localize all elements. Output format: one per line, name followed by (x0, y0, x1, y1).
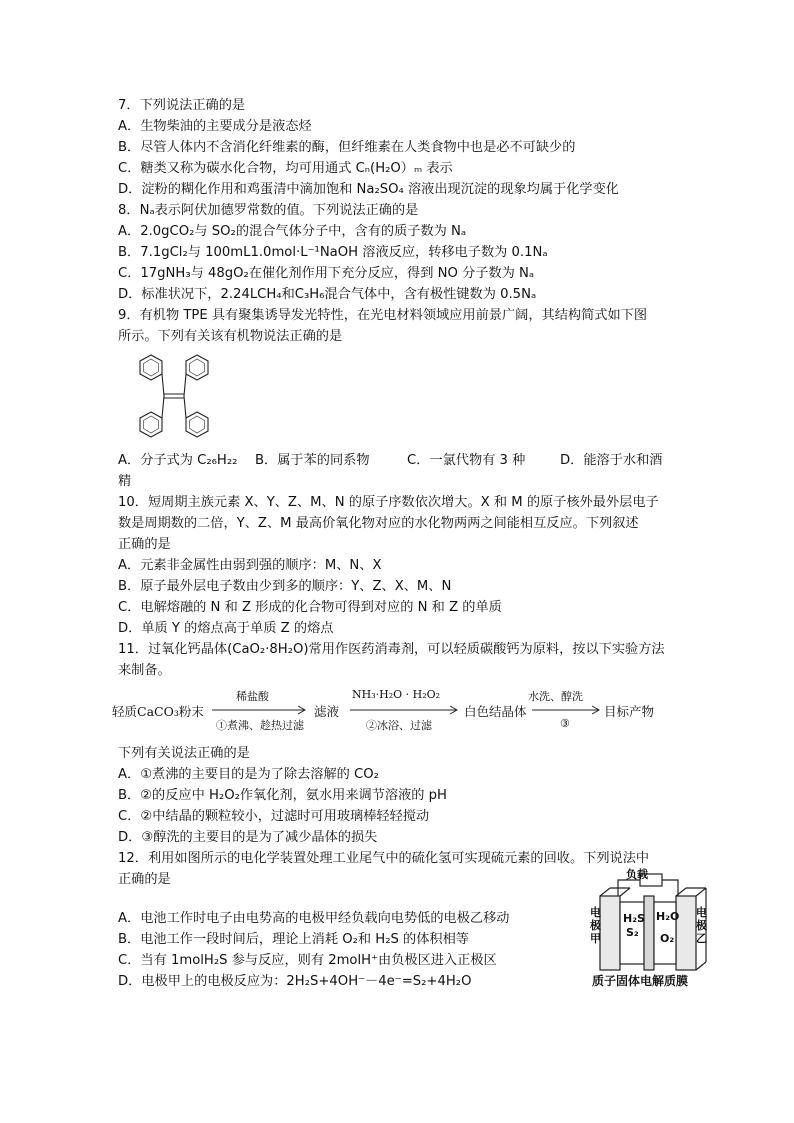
q11-stem-line2: 来制备。 (118, 663, 171, 678)
q10-stem-line3: 正确的是 (118, 537, 171, 552)
q9-option-d: D．能溶于水和酒 (560, 453, 663, 468)
q7-option-b: B．尽管人体内不含消化纤维素的酶，但纤维素在人类食物中也是必不可缺少的 (118, 140, 576, 155)
flow-mid2: 白色结晶体 (464, 704, 527, 719)
central-double-bond (164, 394, 184, 398)
q12-option-c: C．当有 1molH₂S 参与反应，则有 2molH⁺由负极区进入正极区 (118, 953, 497, 968)
flow-step2-condition: ②冰浴、过滤 (366, 719, 432, 732)
q11-ask: 下列有关说法正确的是 (118, 746, 250, 761)
q10-stem-line1: 10．短周期主族元素 X、Y、Z、M、N 的原子序数依次增大。X 和 M 的原子核外最外层电子 (118, 495, 659, 510)
fuel-cell-drawing (588, 866, 708, 971)
q10-option-c: C．电解熔融的 N 和 Z 形成的化合物可得到对应的 N 和 Z 的单质 (118, 600, 502, 615)
q8-option-a: A．2.0gCO₂与 SO₂的混合气体分子中，含有的质子数为 Nₐ (118, 224, 467, 239)
q11-option-d: D．③醇洗的主要目的是为了减少晶体的损失 (118, 830, 378, 845)
benzene-ring-bottom-right (186, 412, 208, 437)
q11-option-b: B．②的反应中 H₂O₂作氧化剂，氨水用来调节溶液的 pH (118, 788, 447, 803)
flow-start: 轻质CaCO₃粉末 (112, 704, 204, 719)
q9-option-c: C．一氯代物有 3 种 (407, 453, 526, 468)
q7-option-a: A．生物柴油的主要成分是液态烃 (118, 119, 312, 134)
flow-step1-condition: ①煮沸、趁热过滤 (216, 719, 304, 732)
q12-stem-line2: 正确的是 (118, 872, 171, 887)
q8-option-b: B．7.1gCl₂与 100mL1.0mol·L⁻¹NaOH 溶液反应，转移电子数为 0.1Nₐ (118, 245, 548, 260)
q12-option-a: A．电池工作时电子由电势高的电极甲经负载向电势低的电极乙移动 (118, 911, 510, 926)
q9-option-a: A．分子式为 C₂₆H₂₂ (118, 453, 238, 468)
q10-option-b: B．原子最外层电子数由少到多的顺序：Y、Z、X、M、N (118, 579, 452, 594)
q9-option-d-continuation: 精 (118, 474, 132, 489)
electrode-yi-label: 电极乙 (696, 906, 707, 945)
q12-option-b: B．电池工作一段时间后，理论上消耗 O₂和 H₂S 的体积相等 (118, 932, 469, 947)
q9-stem-line1: 9．有机物 TPE 具有聚集诱导发光特性，在光电材料领域应用前景广阔，其结构简式如下图 (118, 308, 648, 323)
flow-end: 目标产物 (604, 704, 655, 719)
flow-step3-condition: ③ (560, 717, 570, 730)
flow-arrow-2 (350, 705, 460, 715)
h2s-label: H₂S (623, 912, 645, 925)
s2-label: S₂ (626, 926, 639, 939)
q7-stem: 7．下列说法正确的是 (118, 98, 246, 113)
load-label: 负载 (626, 868, 648, 881)
q7-option-d: D．淀粉的糊化作用和鸡蛋清中滴加饱和 Na₂SO₄ 溶液出现沉淀的现象均属于化学变化 (118, 182, 619, 197)
q8-option-d: D．标准状况下，2.24LCH₄和C₃H₆混合气体中，含有极性键数为 0.5Nₐ (118, 287, 537, 302)
q12-option-d: D．电极甲上的电极反应为：2H₂S+4OH⁻－4e⁻=S₂+4H₂O (118, 974, 472, 989)
q8-stem: 8．Nₐ表示阿伏加德罗常数的值。下列说法正确的是 (118, 203, 419, 218)
benzene-ring-top-right (186, 355, 208, 380)
q8-option-c: C．17gNH₃与 48gO₂在催化剂作用下充分反应，得到 NO 分子数为 Nₐ (118, 266, 535, 281)
q12-stem-line1: 12．利用如图所示的电化学装置处理工业尾气中的硫化氢可实现硫元素的回收。下列说法中 (118, 851, 650, 866)
flow-arrow-1 (212, 705, 308, 715)
q11-stem-line1: 11．过氧化钙晶体(CaO₂·8H₂O)常用作医药消毒剂，可以轻质碳酸钙为原料，按以下实验方法 (118, 642, 665, 657)
q11-option-a: A．①煮沸的主要目的是为了除去溶解的 CO₂ (118, 767, 379, 782)
benzene-ring-bottom-left (140, 412, 162, 437)
benzene-ring-top-left (140, 355, 162, 380)
flow-step3-reagent: 水洗、醇洗 (528, 690, 583, 703)
q10-stem-line2: 数是周期数的二倍，Y、Z、M 最高价氧化物对应的水化物两两之间能相互反应。下列叙述 (118, 516, 639, 531)
fuel-cell-diagram (588, 866, 708, 988)
membrane-caption: 质子固体电解质膜 (592, 974, 689, 988)
q11-option-c: C．②中结晶的颗粒较小，过滤时可用玻璃棒轻轻搅动 (118, 809, 430, 824)
flow-step1-reagent: 稀盐酸 (236, 690, 269, 703)
tpe-structure-diagram (126, 350, 222, 442)
q10-option-d: D．单质 Y 的熔点高于单质 Z 的熔点 (118, 621, 334, 636)
q9-stem-line2: 所示。下列有关该有机物说法正确的是 (118, 329, 343, 344)
q9-option-b: B．属于苯的同系物 (255, 453, 370, 468)
q10-option-a: A．元素非金属性由弱到强的顺序：M、N、X (118, 558, 382, 573)
q7-option-c: C．糖类又称为碳水化合物，均可用通式 Cₙ(H₂O）ₘ 表示 (118, 161, 453, 176)
h2o-label: H₂O (656, 910, 680, 923)
flow-arrow-3 (532, 705, 602, 715)
flow-step2-reagent: NH₃·H₂O · H₂O₂ (352, 688, 441, 701)
o2-label: O₂ (660, 932, 675, 945)
electrode-jia-label: 电极甲 (590, 906, 601, 945)
flow-mid1: 滤液 (314, 704, 340, 719)
preparation-flowchart (112, 688, 672, 732)
